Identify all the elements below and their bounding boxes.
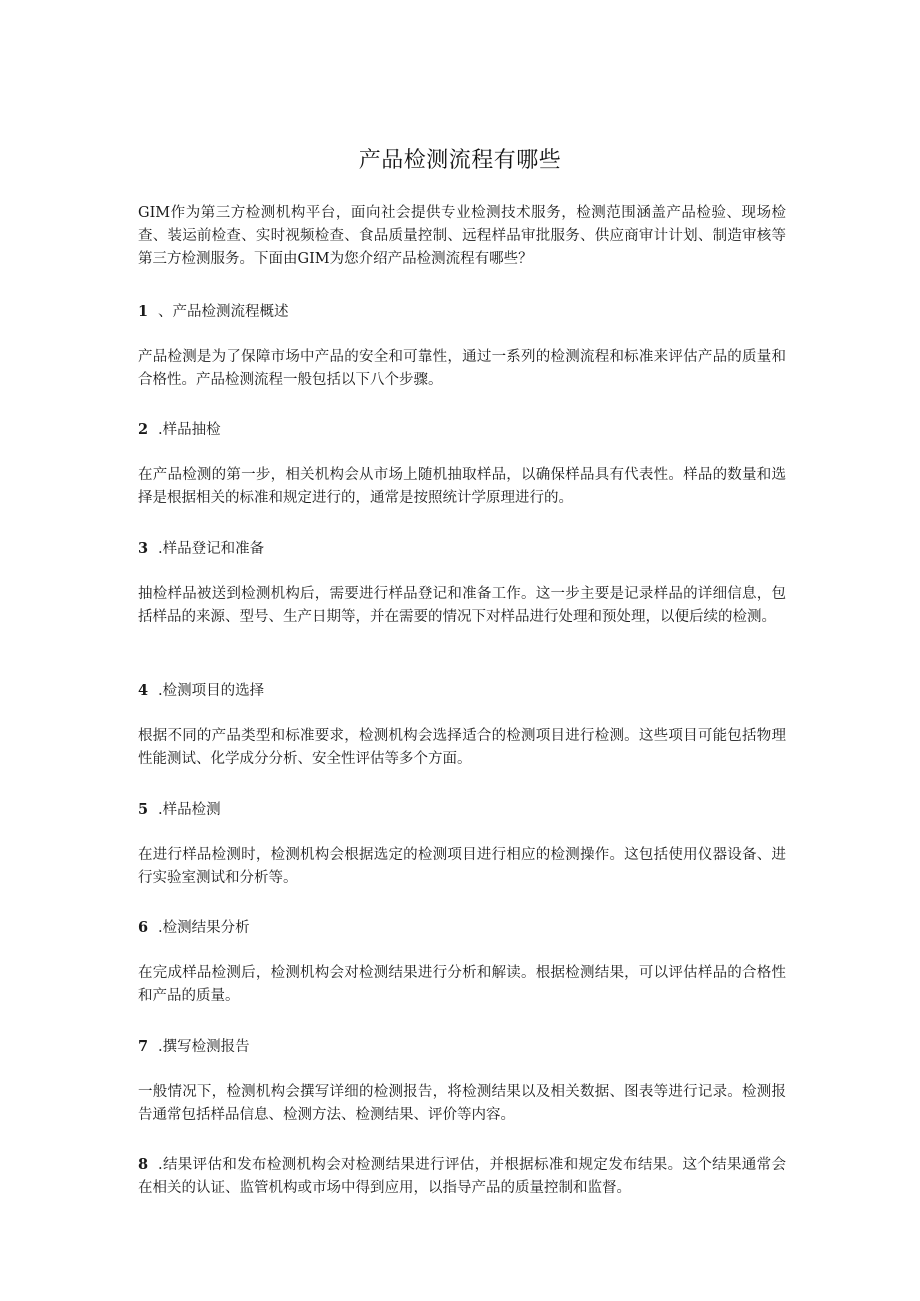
section-title: 撰写检测报告 [162, 1039, 250, 1055]
section-number: 3 [138, 540, 149, 557]
section-title: 产品检测流程概述 [172, 304, 289, 320]
section-number: 4 [138, 682, 149, 699]
section-separator: . [158, 920, 163, 936]
section-heading [138, 300, 786, 324]
section-separator: . [158, 1157, 163, 1173]
intro-paragraph: GIM作为第三方检测机构平台，面向社会提供专业检测技术服务，检测范围涵盖产品检验、现场检查、装运前检查、实时视频检查、食品质量控制、远程样品审批服务、供应商审计计划、制造审核等第三方检测服务。下面由GIM为您介绍产品检测流程有哪些？ [138, 205, 786, 267]
section-separator: 、 [158, 304, 173, 320]
section-body: 在产品检测的第一步，相关机构会从市场上随机抽取样品，以确保样品具有代表性。样品的数量和选择是根据相关的标准和规定进行的，通常是按照统计学原理进行的。 [138, 467, 786, 506]
section-heading [138, 1035, 786, 1059]
section-body: 一般情况下，检测机构会撰写详细的检测报告，将检测结果以及相关数据、图表等进行记录。检测报告通常包括样品信息、检测方法、检测结果、评价等内容。 [138, 1084, 786, 1123]
section-separator: . [158, 541, 163, 557]
section-title: 样品抽检 [162, 422, 221, 438]
section-heading [138, 418, 786, 442]
section-body: 产品检测是为了保障市场中产品的安全和可靠性，通过一系列的检测流程和标准来评估产品的质量和合格性。产品检测流程一般包括以下八个步骤。 [138, 349, 786, 388]
section-title: 样品检测 [162, 802, 221, 818]
page-title: 产品检测流程有哪些 [358, 148, 562, 173]
section-number: 5 [138, 801, 149, 818]
section-title: 检测项目的选择 [162, 683, 265, 699]
final-section-paragraph [138, 1153, 786, 1200]
section-number: 6 [138, 919, 149, 936]
section-body: 在进行样品检测时，检测机构会根据选定的检测项目进行相应的检测操作。这包括使用仪器设备、进行实验室测试和分析等。 [138, 847, 786, 886]
section-number: 7 [138, 1038, 149, 1055]
section-separator: . [158, 683, 163, 699]
section-separator: . [158, 1039, 163, 1055]
section-title: 样品登记和准备 [162, 541, 265, 557]
section-title: 检测结果分析 [162, 920, 250, 936]
section-body: 抽检样品被送到检测机构后，需要进行样品登记和准备工作。这一步主要是记录样品的详细信息，包括样品的来源、型号、生产日期等，并在需要的情况下对样品进行处理和预处理，以便后续的检测。 [138, 586, 786, 625]
section-separator: . [158, 802, 163, 818]
section-heading [138, 679, 786, 703]
section-number: 2 [138, 421, 149, 438]
final-section-text: 结果评估和发布检测机构会对检测结果进行评估，并根据标准和规定发布结果。这个结果通常会在相关的认证、监管机构或市场中得到应用，以指导产品的质量控制和监督。 [138, 1157, 786, 1196]
section-heading [138, 916, 786, 940]
section-separator: . [158, 422, 163, 438]
section-number: 8 [138, 1156, 149, 1173]
section-heading [138, 798, 786, 822]
section-body: 在完成样品检测后，检测机构会对检测结果进行分析和解读。根据检测结果，可以评估样品的合格性和产品的质量。 [138, 965, 786, 1004]
section-number: 1 [138, 303, 149, 320]
section-body: 根据不同的产品类型和标准要求，检测机构会选择适合的检测项目进行检测。这些项目可能包括物理性能测试、化学成分分析、安全性评估等多个方面。 [138, 728, 786, 767]
section-heading [138, 537, 786, 561]
